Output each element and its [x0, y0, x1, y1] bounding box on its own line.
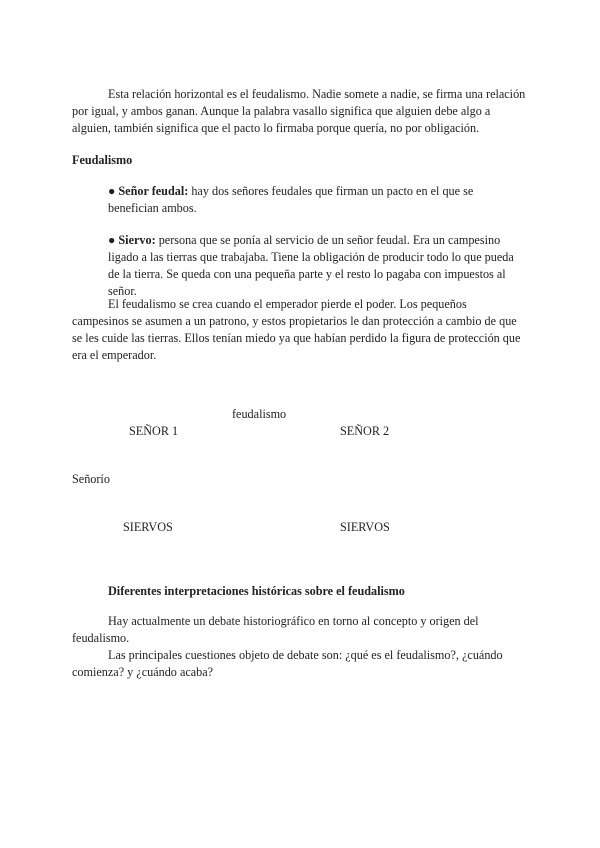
diagram-serfs-right: SIERVOS: [340, 520, 390, 534]
diagram-lord-right: SEÑOR 2: [340, 424, 390, 438]
intro-paragraph: Esta relación horizontal es el feudalismo. Nadie somete a nadie, se firma una relación por igual, y ambos ganan. Aunque la palabra vasallo significa que alguien debe algo a alguien, también significa que el pacto lo firmaba porque quería, no por obligación.: [72, 87, 526, 135]
diagram-side-label: Señorío: [72, 472, 110, 486]
debate-paragraph-1: Hay actualmente un debate historiográfico en torno al concepto y origen del feudalismo.: [72, 614, 479, 645]
bullet-text: persona que se ponía al servicio de un señor feudal. Era un campesino ligado a las tierras que trabajaba. Tiene la obligación de producir todo lo que pueda de la tierra. Se queda con una pequeña parte y el resto lo pagaba con impuestos al señor.: [108, 233, 514, 298]
bullet-senor-feudal: [108, 183, 526, 217]
section-heading-interpretations: Diferentes interpretaciones históricas sobre el feudalismo: [108, 584, 405, 598]
bullet-text: hay dos señores feudales que firman un pacto en el que se benefician ambos.: [108, 184, 474, 215]
bullet-term: ● Siervo:: [108, 233, 156, 247]
diagram-serfs-left: SIERVOS: [123, 520, 173, 534]
diagram-lord-left: SEÑOR 1: [129, 424, 179, 438]
section-heading-feudalismo: Feudalismo: [72, 153, 133, 167]
origin-paragraph: El feudalismo se crea cuando el emperador pierde el poder. Los pequeños campesinos se asumen a un patrono, y estos propietarios le dan protección a cambio de que se les cuide las tierras. Ellos tenían miedo ya que habían perdido la figura de protección que era el emperador.: [72, 297, 521, 362]
bullet-term: ● Señor feudal:: [108, 184, 189, 198]
diagram-center-label: feudalismo: [232, 407, 287, 421]
debate-paragraph-2: Las principales cuestiones objeto de debate son: ¿qué es el feudalismo?, ¿cuándo comienza? y ¿cuándo acaba?: [72, 648, 503, 679]
bullet-siervo: [108, 232, 526, 300]
